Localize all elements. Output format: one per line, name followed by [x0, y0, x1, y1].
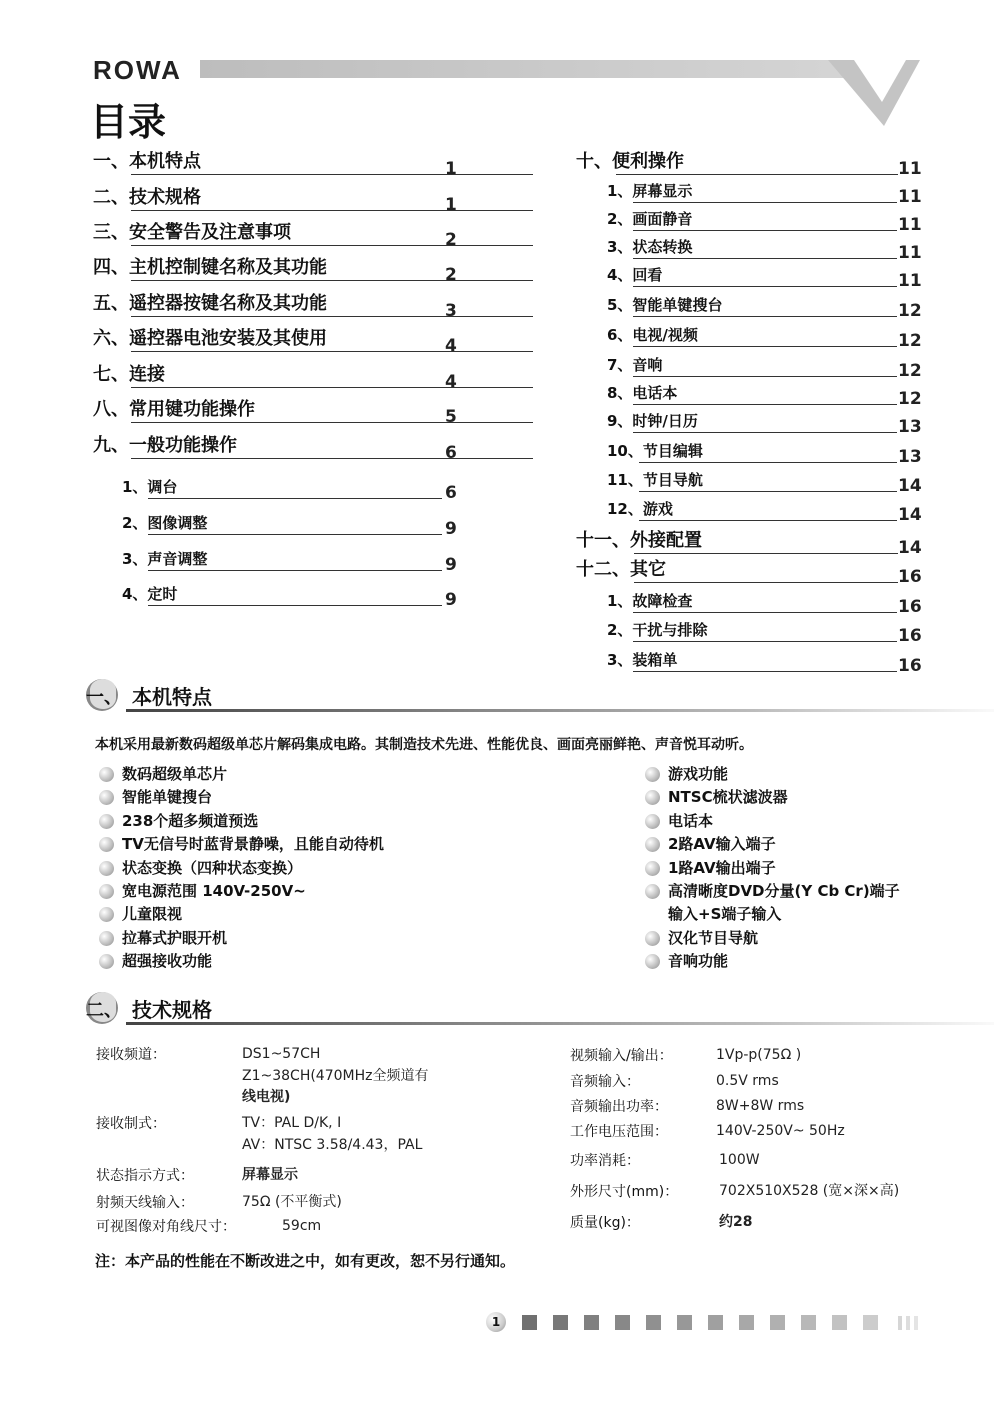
toc-label: 八、常用键功能操作 [93, 399, 255, 420]
toc-underline [633, 671, 897, 672]
spec-value: Z1~38CH(470MHz全频道有 [242, 1068, 429, 1084]
list-item: 拉幕式护眼开机 [96, 927, 384, 950]
toc-underline [148, 605, 442, 606]
section-header-specs [82, 990, 982, 1026]
pager-square [801, 1315, 816, 1330]
toc-underline [639, 462, 897, 463]
toc-label: 四、主机控制键名称及其功能 [93, 257, 327, 278]
toc-page: 12 [898, 361, 922, 381]
bullet-icon [99, 954, 114, 969]
pager-square [832, 1315, 847, 1330]
toc-page: 11 [898, 187, 922, 207]
list-item: 汉化节目导航 [642, 927, 900, 950]
spec-label: 音频输出功率： [570, 1099, 668, 1115]
toc-label: 三、安全警告及注意事项 [93, 222, 291, 243]
toc-page: 6 [445, 483, 457, 503]
toc-page: 11 [898, 215, 922, 235]
feature-list-left [96, 763, 384, 974]
toc-page: 2 [445, 265, 457, 285]
bullet-icon [645, 884, 660, 899]
section-badge-number: 二、 [86, 1000, 122, 1021]
toc-page: 16 [898, 626, 922, 646]
toc-underline [633, 258, 897, 259]
list-item: 超强接收功能 [96, 950, 384, 973]
toc-page: 13 [898, 447, 922, 467]
spec-label: 质量(kg)： [570, 1215, 640, 1231]
toc-underline [616, 174, 898, 175]
toc-underline [148, 498, 442, 499]
section-rule [126, 1022, 994, 1025]
toc-page: 5 [445, 407, 457, 427]
toc-page: 11 [898, 271, 922, 291]
toc-label: 五、遥控器按键名称及其功能 [93, 293, 327, 314]
spec-value: 702X510X528 (宽×深×高) [719, 1183, 900, 1199]
toc-page: 11 [898, 243, 922, 263]
bullet-icon [99, 790, 114, 805]
list-item: 238个超多频道预选 [96, 810, 384, 833]
bullet-icon [645, 814, 660, 829]
spec-label: 视频输入/输出： [570, 1048, 673, 1064]
bullet-icon [99, 884, 114, 899]
toc-underline [633, 376, 897, 377]
list-item: 智能单键搜台 [96, 786, 384, 809]
pager-square [770, 1315, 785, 1330]
toc-underline [633, 612, 897, 613]
spec-value: 100W [719, 1152, 760, 1168]
toc-page: 12 [898, 301, 922, 321]
toc-underline [148, 570, 442, 571]
brand-logo: ROWA [93, 55, 182, 85]
list-item: 2路AV输入端子 [642, 833, 900, 856]
pager-square [553, 1315, 568, 1330]
list-item: 1路AV输出端子 [642, 857, 900, 880]
toc-underline [633, 432, 897, 433]
bullet-icon [645, 931, 660, 946]
toc-underline [131, 174, 533, 175]
toc-page: 4 [445, 336, 457, 356]
features-intro: 本机采用最新数码超级单芯片解码集成电路。其制造技术先进、性能优良、画面亮丽鲜艳、声音悦耳动听。 [95, 737, 753, 753]
pager-square [863, 1315, 878, 1330]
toc-page: 16 [898, 597, 922, 617]
toc-page: 9 [445, 519, 457, 539]
list-item: 高清晰度DVD分量(Y Cb Cr)端子 [642, 880, 900, 903]
toc-underline [633, 346, 897, 347]
toc-label: 11、节目导航 [607, 471, 703, 489]
spec-label: 外形尺寸(mm)： [570, 1184, 679, 1200]
spec-value: 屏幕显示 [242, 1167, 298, 1183]
spec-value: 约28 [719, 1214, 753, 1230]
spec-label: 工作电压范围： [570, 1124, 668, 1140]
toc-underline [131, 387, 533, 388]
pager-square [584, 1315, 599, 1330]
toc-label: 7、音响 [607, 356, 663, 374]
toc-page: 14 [898, 505, 922, 525]
list-item: TV无信号时蓝背景静噪，且能自动待机 [96, 833, 384, 856]
bullet-icon [645, 837, 660, 852]
toc-underline [131, 280, 533, 281]
toc-underline [633, 641, 897, 642]
spec-value: 59cm [282, 1218, 322, 1234]
toc-label: 3、状态转换 [607, 238, 693, 256]
toc-underline [131, 351, 533, 352]
toc-label: 2、图像调整 [122, 514, 208, 532]
toc-page: 9 [445, 590, 457, 610]
spec-label: 功率消耗： [570, 1153, 640, 1169]
toc-underline [633, 316, 897, 317]
section-title: 本机特点 [132, 685, 212, 709]
toc-underline [639, 491, 897, 492]
list-item: 电话本 [642, 810, 900, 833]
toc-underline [633, 230, 897, 231]
toc-page: 16 [898, 567, 922, 587]
toc-page: 14 [898, 538, 922, 558]
list-item: 儿童限视 [96, 903, 384, 926]
toc-label: 4、定时 [122, 585, 178, 603]
toc-label: 1、屏幕显示 [607, 182, 693, 200]
toc-page: 12 [898, 331, 922, 351]
bullet-icon [645, 790, 660, 805]
section-header-features [82, 677, 982, 713]
toc-label: 8、电话本 [607, 384, 678, 402]
spec-label: 射频天线输入： [96, 1195, 194, 1211]
toc-underline [634, 553, 898, 554]
toc-label: 七、连接 [93, 364, 165, 385]
toc-underline [131, 316, 533, 317]
toc-label: 2、画面静音 [607, 210, 693, 228]
spec-label: 可视图像对角线尺寸： [96, 1219, 236, 1235]
section-badge-number: 一、 [86, 687, 122, 708]
toc-page: 2 [445, 230, 457, 250]
toc-page: 1 [445, 195, 457, 215]
spec-value: DS1~57CH [242, 1046, 321, 1062]
bullet-icon [645, 767, 660, 782]
spec-value: 线电视) [242, 1089, 291, 1105]
toc-label: 12、游戏 [607, 500, 673, 518]
toc-page: 4 [445, 372, 457, 392]
toc-underline [633, 286, 897, 287]
page-number: 1 [486, 1312, 506, 1332]
pager-square [677, 1315, 692, 1330]
spec-value: 0.5V rms [716, 1073, 779, 1089]
spec-label: 状态指示方式： [96, 1168, 194, 1184]
bullet-icon [99, 837, 114, 852]
spec-value: 140V-250V~ 50Hz [716, 1123, 845, 1139]
toc-label: 十二、其它 [576, 559, 666, 580]
spec-value: 8W+8W rms [716, 1098, 805, 1114]
page-footer [486, 1312, 926, 1334]
toc-label: 十、便利操作 [576, 151, 684, 172]
toc-underline [639, 520, 897, 521]
toc-label: 十一、外接配置 [576, 530, 702, 551]
bullet-icon [645, 954, 660, 969]
page-title: 目录 [90, 100, 167, 144]
toc-label: 1、故障检查 [607, 592, 693, 610]
toc-underline [131, 422, 533, 423]
list-item: 数码超级单芯片 [96, 763, 384, 786]
toc-underline [148, 534, 442, 535]
toc-label: 4、回看 [607, 266, 663, 284]
list-item: NTSC梳状滤波器 [642, 786, 900, 809]
pager-square [708, 1315, 723, 1330]
toc-page: 14 [898, 476, 922, 496]
toc-label: 2、干扰与排除 [607, 621, 708, 639]
list-item: 游戏功能 [642, 763, 900, 786]
bullet-icon [99, 907, 114, 922]
toc-page: 9 [445, 555, 457, 575]
toc-label: 3、声音调整 [122, 550, 208, 568]
pager-square [615, 1315, 630, 1330]
toc-page: 3 [445, 301, 457, 321]
toc-underline [633, 404, 897, 405]
toc-underline [131, 245, 533, 246]
toc-page: 1 [445, 159, 457, 179]
bullet-icon [99, 814, 114, 829]
bullet-icon [99, 931, 114, 946]
section-rule [126, 709, 994, 712]
toc-underline [634, 582, 898, 583]
bullet-icon [99, 767, 114, 782]
spec-value: 75Ω (不平衡式) [242, 1194, 342, 1210]
list-item: 宽电源范围 140V-250V~ [96, 880, 384, 903]
toc-label: 一、本机特点 [93, 151, 201, 172]
bullet-icon [99, 861, 114, 876]
toc-page: 11 [898, 159, 922, 179]
toc-page: 13 [898, 417, 922, 437]
header-band-graphic [200, 58, 930, 130]
list-item-continuation: 输入+S端子输入 [668, 905, 782, 924]
toc-label: 10、节目编辑 [607, 442, 703, 460]
section-title: 技术规格 [132, 998, 212, 1022]
toc-underline [131, 458, 533, 459]
pager-square [739, 1315, 754, 1330]
toc-label: 二、技术规格 [93, 187, 201, 208]
bullet-icon [645, 861, 660, 876]
list-item: 状态变换（四种状态变换） [96, 857, 384, 880]
toc-label: 9、时钟/日历 [607, 412, 698, 430]
spec-label: 音频输入： [570, 1074, 640, 1090]
toc-page: 12 [898, 389, 922, 409]
toc-label: 5、智能单键搜台 [607, 296, 723, 314]
toc-page: 6 [445, 443, 457, 463]
toc-label: 6、电视/视频 [607, 326, 698, 344]
toc-label: 六、遥控器电池安装及其使用 [93, 328, 327, 349]
feature-list-right [642, 763, 900, 974]
toc-label: 九、一般功能操作 [93, 435, 237, 456]
spec-value: TV：PAL D/K, I [242, 1115, 342, 1131]
spec-label: 接收频道： [96, 1047, 166, 1063]
toc-underline [131, 210, 533, 211]
toc-label: 3、装箱单 [607, 651, 678, 669]
spec-value: AV：NTSC 3.58/4.43，PAL [242, 1137, 423, 1153]
spec-value: 1Vp-p(75Ω ) [716, 1047, 802, 1063]
list-item: 音响功能 [642, 950, 900, 973]
disclaimer-note: 注：本产品的性能在不断改进之中，如有更改，恕不另行通知。 [95, 1252, 516, 1270]
pager-square [522, 1315, 537, 1330]
pager-square [646, 1315, 661, 1330]
toc-page: 16 [898, 656, 922, 676]
spec-label: 接收制式： [96, 1116, 166, 1132]
toc-underline [633, 202, 897, 203]
pager-arrow-icon [896, 1314, 922, 1332]
toc-label: 1、调台 [122, 478, 178, 496]
